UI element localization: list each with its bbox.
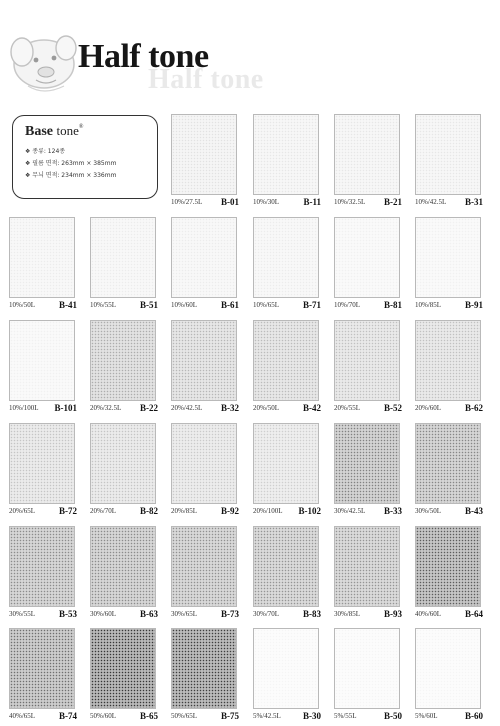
swatch-tile bbox=[90, 423, 156, 504]
swatch-percent: 20%/70L bbox=[90, 507, 117, 515]
swatch-code: B-51 bbox=[140, 300, 158, 310]
swatch-percent: 10%/27.5L bbox=[171, 198, 203, 206]
swatch-label bbox=[9, 711, 77, 722]
swatch-percent: 30%/55L bbox=[9, 610, 36, 618]
swatch-label bbox=[415, 711, 483, 722]
swatch-code: B-62 bbox=[465, 403, 483, 413]
swatch-label bbox=[90, 711, 158, 722]
swatch-code: B-65 bbox=[140, 711, 158, 721]
swatch-code: B-82 bbox=[140, 506, 158, 516]
swatch-code: B-102 bbox=[298, 506, 321, 516]
swatch-percent: 20%/100L bbox=[253, 507, 283, 515]
swatch-label bbox=[334, 300, 402, 311]
swatch-label bbox=[415, 609, 483, 620]
swatch-label bbox=[253, 197, 321, 208]
swatch-percent: 5%/60L bbox=[415, 712, 438, 720]
swatch-code: B-41 bbox=[59, 300, 77, 310]
swatch-tile bbox=[415, 114, 481, 195]
swatch-tile bbox=[253, 217, 319, 298]
swatch-tile bbox=[9, 423, 75, 504]
swatch-percent: 20%/55L bbox=[334, 404, 361, 412]
swatch-tile bbox=[171, 320, 237, 401]
swatch-label bbox=[90, 403, 158, 414]
swatch-percent: 10%/30L bbox=[253, 198, 280, 206]
swatch-percent: 20%/60L bbox=[415, 404, 442, 412]
info-line-types: ❖ 종류: 124종 bbox=[25, 148, 66, 155]
swatch-code: B-32 bbox=[221, 403, 239, 413]
swatch-tile bbox=[171, 114, 237, 195]
swatch-code: B-50 bbox=[384, 711, 402, 721]
swatch-tile bbox=[90, 217, 156, 298]
info-title bbox=[25, 124, 149, 139]
swatch-label bbox=[415, 403, 483, 414]
swatch-label bbox=[253, 711, 321, 722]
swatch-tile bbox=[90, 628, 156, 709]
info-box bbox=[12, 115, 158, 199]
swatch-code: B-60 bbox=[465, 711, 483, 721]
swatch-code: B-75 bbox=[221, 711, 239, 721]
info-title-mark: ® bbox=[78, 124, 84, 130]
swatch-label bbox=[415, 300, 483, 311]
swatch-tile bbox=[171, 628, 237, 709]
swatch-code: B-91 bbox=[465, 300, 483, 310]
swatch-label bbox=[171, 300, 239, 311]
swatch-code: B-63 bbox=[140, 609, 158, 619]
swatch-percent: 5%/55L bbox=[334, 712, 357, 720]
swatch-code: B-101 bbox=[54, 403, 77, 413]
swatch-tile bbox=[171, 423, 237, 504]
swatch-percent: 20%/42.5L bbox=[171, 404, 203, 412]
swatch-label bbox=[334, 711, 402, 722]
swatch-tile bbox=[253, 320, 319, 401]
swatch-tile bbox=[334, 526, 400, 607]
swatch-code: B-93 bbox=[384, 609, 402, 619]
swatch-code: B-11 bbox=[303, 197, 321, 207]
swatch-percent: 10%/60L bbox=[171, 301, 198, 309]
swatch-label bbox=[334, 506, 402, 517]
swatch-tile bbox=[253, 114, 319, 195]
swatch-percent: 30%/65L bbox=[171, 610, 198, 618]
swatch-percent: 10%/65L bbox=[253, 301, 280, 309]
swatch-label bbox=[253, 609, 321, 620]
info-line-film-size: ❖ 필름 면적: 263mm × 385mm bbox=[25, 160, 117, 167]
swatch-tile bbox=[415, 320, 481, 401]
swatch-label bbox=[9, 609, 77, 620]
swatch-percent: 50%/60L bbox=[90, 712, 117, 720]
swatch-label bbox=[415, 506, 483, 517]
swatch-percent: 30%/85L bbox=[334, 610, 361, 618]
swatch-code: B-64 bbox=[465, 609, 483, 619]
swatch-label bbox=[90, 506, 158, 517]
mascot-logo-icon bbox=[6, 24, 88, 98]
swatch-percent: 10%/85L bbox=[415, 301, 442, 309]
swatch-percent: 10%/100L bbox=[9, 404, 39, 412]
swatch-code: B-42 bbox=[303, 403, 321, 413]
swatch-percent: 10%/50L bbox=[9, 301, 36, 309]
page-title-shadow: Half tone bbox=[148, 64, 264, 95]
swatch-tile bbox=[334, 217, 400, 298]
swatch-percent: 30%/60L bbox=[90, 610, 117, 618]
swatch-percent: 10%/70L bbox=[334, 301, 361, 309]
swatch-code: B-31 bbox=[465, 197, 483, 207]
swatch-tile bbox=[9, 628, 75, 709]
swatch-code: B-52 bbox=[384, 403, 402, 413]
swatch-label bbox=[415, 197, 483, 208]
swatch-percent: 10%/42.5L bbox=[415, 198, 447, 206]
swatch-percent: 30%/70L bbox=[253, 610, 280, 618]
page-title: Half tone bbox=[78, 38, 209, 75]
info-title-rest: tone bbox=[56, 123, 79, 138]
swatch-tile bbox=[253, 423, 319, 504]
swatch-label bbox=[9, 506, 77, 517]
swatch-code: B-30 bbox=[303, 711, 321, 721]
swatch-code: B-01 bbox=[221, 197, 239, 207]
swatch-label bbox=[171, 506, 239, 517]
swatch-tile bbox=[9, 320, 75, 401]
swatch-label bbox=[171, 197, 239, 208]
swatch-tile bbox=[253, 628, 319, 709]
swatch-percent: 20%/85L bbox=[171, 507, 198, 515]
info-title-bold: Base bbox=[25, 124, 53, 139]
swatch-tile bbox=[415, 526, 481, 607]
swatch-percent: 40%/65L bbox=[9, 712, 36, 720]
swatch-tile bbox=[415, 217, 481, 298]
swatch-code: B-92 bbox=[221, 506, 239, 516]
swatch-tile bbox=[9, 526, 75, 607]
swatch-code: B-33 bbox=[384, 506, 402, 516]
swatch-code: B-83 bbox=[303, 609, 321, 619]
swatch-tile bbox=[415, 628, 481, 709]
swatch-code: B-43 bbox=[465, 506, 483, 516]
swatch-code: B-71 bbox=[303, 300, 321, 310]
swatch-label bbox=[90, 609, 158, 620]
swatch-code: B-22 bbox=[140, 403, 158, 413]
swatch-code: B-21 bbox=[384, 197, 402, 207]
swatch-code: B-72 bbox=[59, 506, 77, 516]
swatch-label bbox=[90, 300, 158, 311]
swatch-label bbox=[253, 506, 321, 517]
swatch-tile bbox=[90, 320, 156, 401]
swatch-tile bbox=[334, 320, 400, 401]
swatch-tile bbox=[334, 423, 400, 504]
info-line-pattern-size: ❖ 무늬 면적: 234mm × 336mm bbox=[25, 172, 117, 179]
swatch-percent: 5%/42.5L bbox=[253, 712, 281, 720]
swatch-label bbox=[334, 403, 402, 414]
swatch-tile bbox=[334, 114, 400, 195]
swatch-percent: 20%/65L bbox=[9, 507, 36, 515]
swatch-code: B-73 bbox=[221, 609, 239, 619]
swatch-tile bbox=[90, 526, 156, 607]
swatch-tile bbox=[171, 217, 237, 298]
swatch-label bbox=[171, 609, 239, 620]
swatch-percent: 10%/55L bbox=[90, 301, 117, 309]
swatch-percent: 20%/50L bbox=[253, 404, 280, 412]
swatch-percent: 30%/50L bbox=[415, 507, 442, 515]
swatch-tile bbox=[171, 526, 237, 607]
swatch-label bbox=[334, 197, 402, 208]
swatch-label bbox=[171, 711, 239, 722]
swatch-tile bbox=[9, 217, 75, 298]
swatch-code: B-81 bbox=[384, 300, 402, 310]
swatch-label bbox=[9, 403, 77, 414]
swatch-label bbox=[253, 300, 321, 311]
swatch-code: B-74 bbox=[59, 711, 77, 721]
swatch-label bbox=[334, 609, 402, 620]
swatch-percent: 30%/42.5L bbox=[334, 507, 366, 515]
swatch-tile bbox=[253, 526, 319, 607]
swatch-tile bbox=[334, 628, 400, 709]
swatch-label bbox=[253, 403, 321, 414]
swatch-percent: 10%/32.5L bbox=[334, 198, 366, 206]
swatch-tile bbox=[415, 423, 481, 504]
swatch-percent: 50%/65L bbox=[171, 712, 198, 720]
swatch-percent: 20%/32.5L bbox=[90, 404, 122, 412]
swatch-label bbox=[9, 300, 77, 311]
swatch-percent: 40%/60L bbox=[415, 610, 442, 618]
swatch-code: B-53 bbox=[59, 609, 77, 619]
swatch-code: B-61 bbox=[221, 300, 239, 310]
swatch-label bbox=[171, 403, 239, 414]
